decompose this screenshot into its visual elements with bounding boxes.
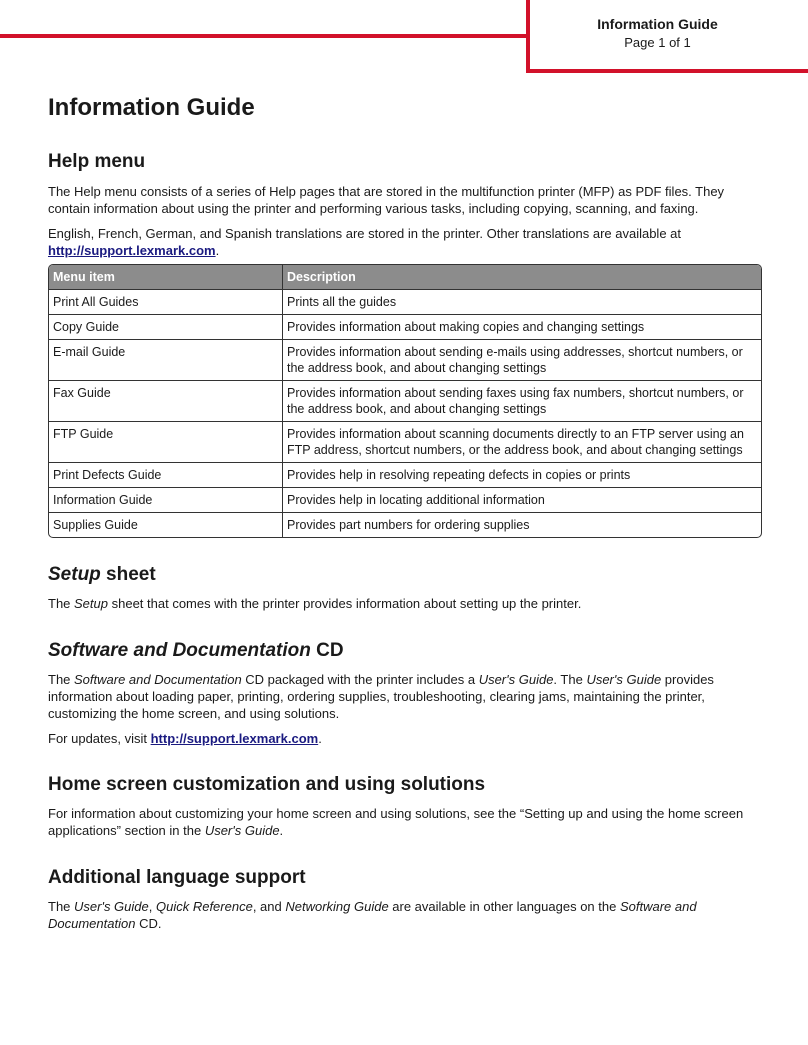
table-row bbox=[49, 421, 761, 462]
table-header-description: Description bbox=[287, 270, 356, 284]
table-cell-description: Prints all the guides bbox=[287, 295, 397, 309]
setup-paragraph bbox=[48, 595, 762, 612]
software-text-f: User's Guide bbox=[586, 672, 662, 687]
help-menu-paragraph-1: The Help menu consists of a series of Help pages that are stored in the multifunction printer (MFP) as PDF files. They contain information about using the printer and performing various tasks, including copying, scanning, and faxing. bbox=[48, 184, 725, 216]
language-text-i: CD. bbox=[135, 916, 162, 931]
table-header-menu-item: Menu item bbox=[49, 265, 283, 289]
table-cell-item: Print Defects Guide bbox=[49, 463, 283, 487]
help-menu-paragraph-2-text: English, French, German, and Spanish translations are stored in the printer. Other translations are available at bbox=[48, 226, 682, 241]
home-screen-text-a: For information about customizing your home screen and using solutions, see the “Setting up and using the home screen applications” section in the bbox=[48, 806, 744, 838]
help-menu-table bbox=[48, 264, 762, 538]
table-cell-description: Provides help in locating additional information bbox=[287, 493, 545, 507]
heading-software-em: Software and Documentation bbox=[48, 640, 311, 661]
table-cell-description: Provides information about making copies and changing settings bbox=[287, 320, 645, 334]
table-cell-item: Supplies Guide bbox=[49, 513, 283, 537]
table-header-row bbox=[49, 265, 761, 289]
table-row bbox=[49, 380, 761, 421]
setup-text-em: Setup bbox=[74, 596, 108, 611]
table-cell-item: FTP Guide bbox=[49, 422, 283, 462]
table-cell-item: E-mail Guide bbox=[49, 340, 283, 380]
table-row bbox=[49, 512, 761, 537]
table-row bbox=[49, 314, 761, 339]
page-number: Page 1 of 1 bbox=[624, 35, 691, 50]
heading-software-rest: CD bbox=[310, 640, 344, 661]
home-screen-text-b: User's Guide bbox=[204, 823, 280, 838]
software-text-a: The bbox=[48, 672, 75, 687]
page-title: Information Guide bbox=[48, 94, 255, 121]
table-cell-description: Provides information about scanning documents directly to an FTP server using an FTP address, shortcut numbers, or the address book, and about changing settings bbox=[287, 427, 744, 457]
table-cell-description: Provides information about sending e-mails using addresses, shortcut numbers, or the address book, and about changing settings bbox=[287, 345, 743, 375]
home-screen-text-c: . bbox=[279, 823, 284, 838]
heading-language-support: Additional language support bbox=[48, 867, 306, 888]
setup-text-b: sheet that comes with the printer provides information about setting up the printer. bbox=[108, 596, 582, 611]
heading-setup-em: Setup bbox=[48, 564, 101, 585]
software-text-e: . The bbox=[553, 672, 587, 687]
software-text-b: Software and Documentation bbox=[74, 672, 242, 687]
language-text-c: , bbox=[148, 899, 156, 914]
software-updates-text: For updates, visit bbox=[48, 731, 151, 746]
language-paragraph bbox=[48, 898, 762, 932]
language-text-g: are available in other languages on the bbox=[388, 899, 620, 914]
heading-help-menu: Help menu bbox=[48, 151, 146, 172]
support-link[interactable]: http://support.lexmark.com bbox=[48, 243, 216, 258]
table-cell-description: Provides part numbers for ordering supplies bbox=[287, 518, 530, 532]
heading-home-screen: Home screen customization and using solutions bbox=[48, 774, 486, 795]
heading-setup-sheet bbox=[48, 562, 762, 588]
language-text-d: Quick Reference bbox=[155, 899, 253, 914]
table-cell-item: Copy Guide bbox=[49, 315, 283, 339]
table-cell-description: Provides help in resolving repeating defects in copies or prints bbox=[287, 468, 631, 482]
running-header bbox=[530, 14, 785, 52]
table-cell-item: Information Guide bbox=[49, 488, 283, 512]
setup-text-a: The bbox=[48, 596, 75, 611]
software-text-c: CD packaged with the printer includes a bbox=[241, 672, 479, 687]
table-row bbox=[49, 289, 761, 314]
table-cell-item: Fax Guide bbox=[49, 381, 283, 421]
header-rule-left bbox=[0, 34, 530, 38]
software-text-d: User's Guide bbox=[478, 672, 554, 687]
language-text-e: , and bbox=[252, 899, 286, 914]
language-text-f: Networking Guide bbox=[285, 899, 389, 914]
software-paragraph-2: For updates, visit http://support.lexmark.com. bbox=[48, 731, 322, 746]
support-link[interactable]: http://support.lexmark.com bbox=[150, 731, 319, 746]
language-text-a: The bbox=[48, 899, 75, 914]
header-rule-bottom bbox=[526, 69, 808, 73]
table-row bbox=[49, 487, 761, 512]
running-header-title: Information Guide bbox=[597, 16, 718, 32]
help-menu-paragraph-2: English, French, German, and Spanish translations are stored in the printer. Other translations are available at http://support.lexmark.com. bbox=[48, 226, 682, 258]
table-cell-item: Print All Guides bbox=[49, 290, 283, 314]
heading-setup-rest: sheet bbox=[100, 564, 156, 585]
software-text-g: provides information about loading paper, printing, ordering supplies, troubleshooting, clearing jams, maintaining the printer, customizing the home screen, and using solutions. bbox=[48, 672, 714, 721]
table-row bbox=[49, 462, 761, 487]
table-cell-description: Provides information about sending faxes using fax numbers, shortcut numbers, or the address book, and about changing settings bbox=[287, 386, 744, 416]
language-text-h: Software and Documentation bbox=[48, 899, 697, 931]
home-screen-paragraph bbox=[48, 805, 762, 839]
heading-software-cd bbox=[48, 638, 762, 664]
language-text-b: User's Guide bbox=[74, 899, 149, 914]
table-row bbox=[49, 339, 761, 380]
software-paragraph-1 bbox=[48, 671, 762, 722]
